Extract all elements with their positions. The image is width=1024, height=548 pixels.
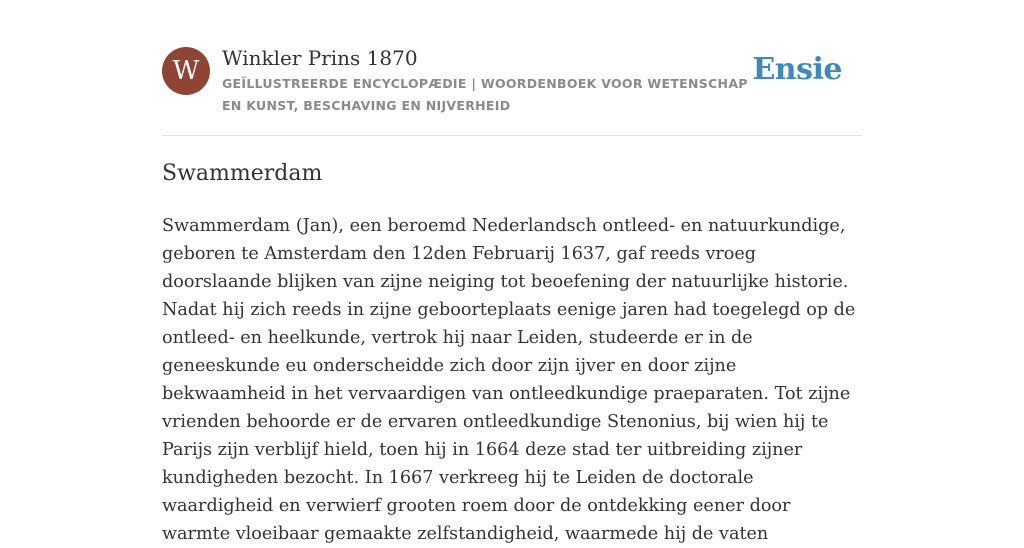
entry-title: Swammerdam	[162, 161, 323, 186]
entry-body-text: Swammerdam (Jan), een beroemd Nederlandsch ontleed- en natuurkundige, geboren te Amsterdam den 12den Februarij 1637, gaf reeds vroeg doorslaande blijken van zijne neiging tot beoefening der natuurlijke historie. Nadat hij zich reeds in zijne geboorteplaats eenige jaren had toegelegd op de ontleed- en heelkunde, vertrok hij naar Leiden, studeerde er in de geneeskunde eu onderscheidde zich door zijn ijver en door zijne bekwaamheid in het vervaardigen van ontleedkundige praeparaten. Tot zijne vrienden behoorde er de ervaren ontleedkundige Stenonius, bij wien hij te Parijs zijn verblijf hield, toen hij in 1664 deze stad ter uitbreiding zijner kundigheden bezocht. In 1667 verkreeg hij te Leiden de doctorale waardigheid en verwierf grooten roem door de ontdekking eener door warmte vloeibaar gemaakte zelfstandigheid, waarmede hij de vaten	[162, 216, 856, 544]
header-divider	[162, 135, 862, 136]
source-subtitle: GEÏLLUSTREERDE ENCYCLOPÆDIE | WOORDENBOEK VOOR WETENSCHAP EN KUNST, BESCHAVING EN NIJVERHEID	[222, 76, 748, 113]
source-avatar[interactable]: W	[162, 47, 210, 95]
source-title-link[interactable]: Winkler Prins 1870	[222, 46, 418, 70]
ensie-logo[interactable]: Ensie	[752, 52, 842, 87]
